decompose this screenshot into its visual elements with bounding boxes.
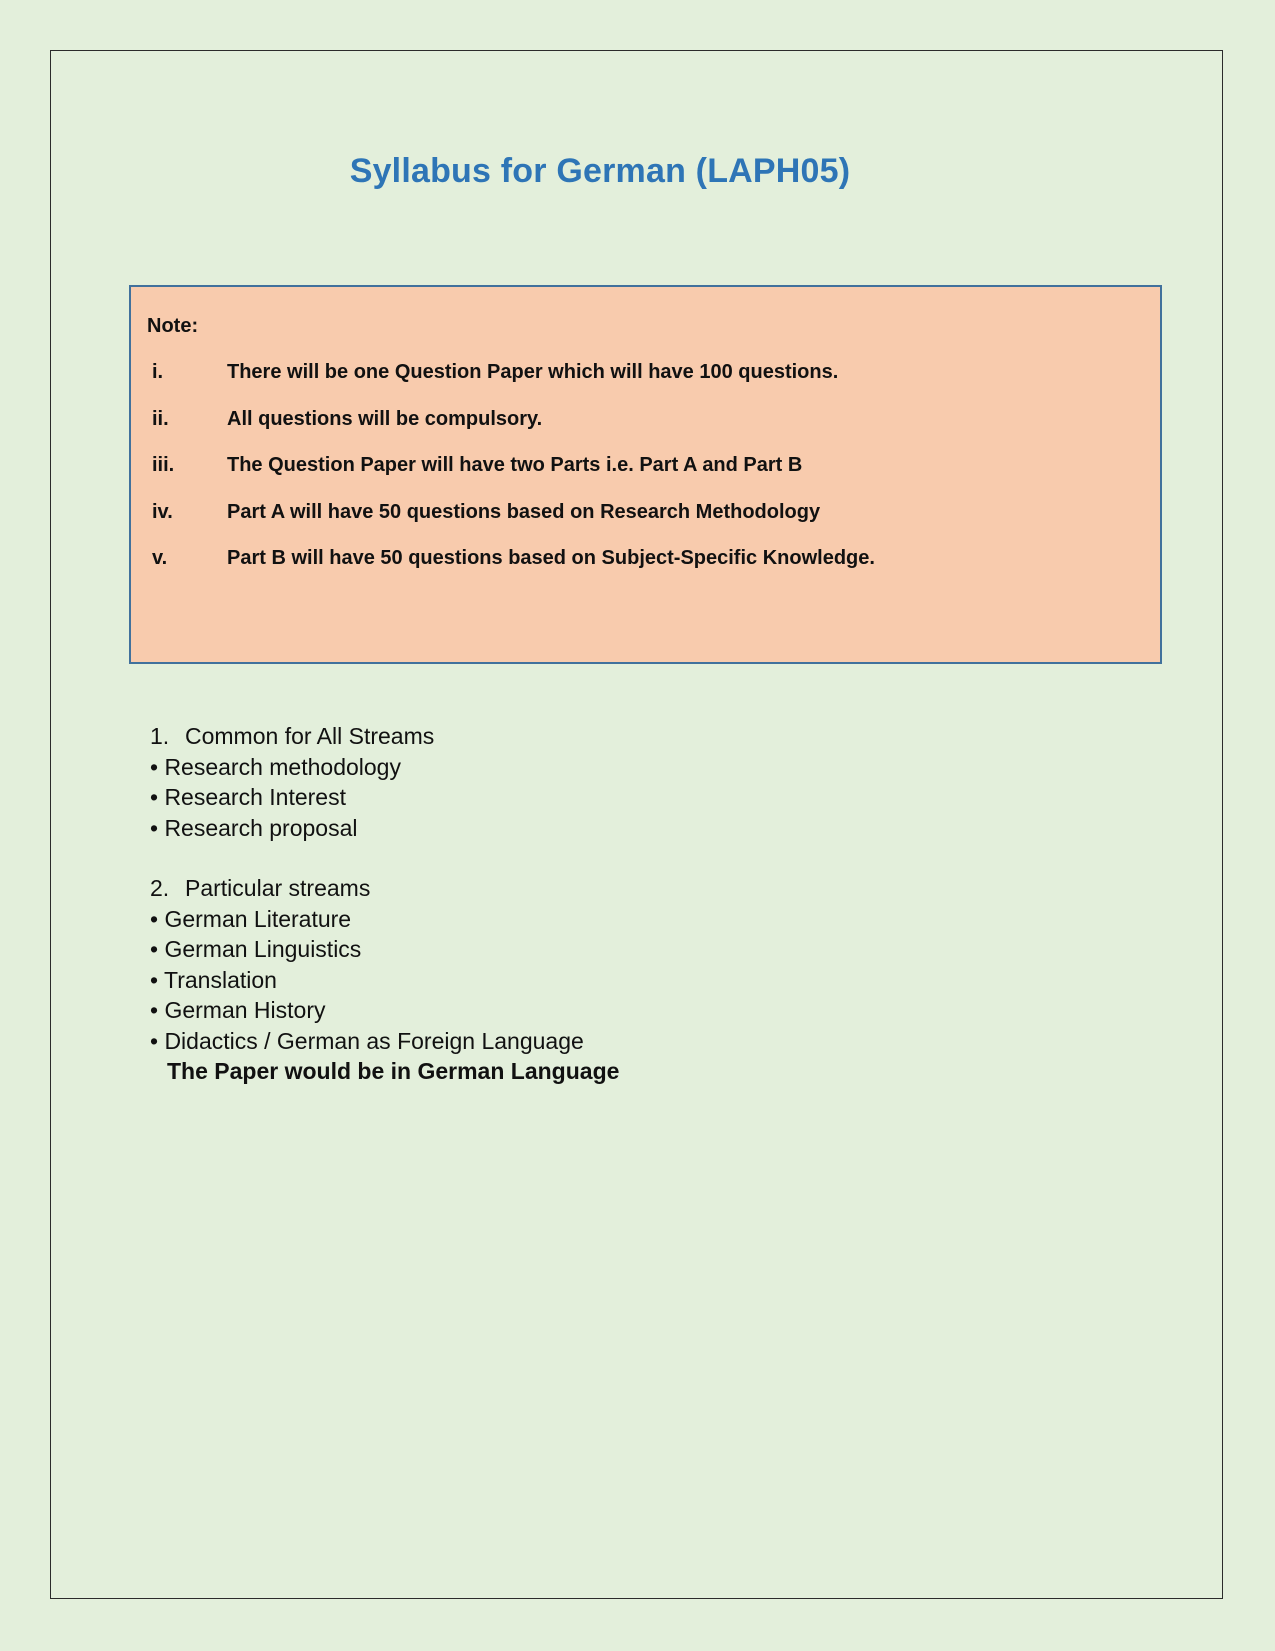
language-note: The Paper would be in German Language — [167, 1058, 620, 1084]
section-number: 1. — [150, 723, 170, 749]
section-title: Common for All Streams — [185, 723, 435, 749]
syllabus-content — [150, 721, 619, 1087]
list-item: • Research methodology — [150, 753, 401, 780]
note-item-number: iii. — [152, 454, 175, 476]
section-heading — [150, 721, 619, 752]
note-item-text: Part A will have 50 questions based on Research Methodology — [227, 500, 821, 523]
note-item-text: There will be one Question Paper which will have 100 questions. — [227, 361, 839, 383]
list-item: • German Literature — [150, 905, 352, 932]
note-heading: Note: — [147, 315, 199, 337]
list-item: • German History — [150, 997, 326, 1023]
note-item-number: iv. — [152, 500, 173, 523]
section-heading — [150, 873, 619, 904]
page-title: Syllabus for German (LAPH05) — [349, 152, 851, 190]
note-item-number: i. — [152, 361, 164, 383]
note-item-number: ii. — [152, 407, 169, 430]
list-item: • Research proposal — [150, 814, 358, 841]
note-item-text: All questions will be compulsory. — [227, 407, 543, 430]
section-title: Particular streams — [185, 875, 371, 901]
list-item: • Research Interest — [150, 784, 346, 810]
note-item-text: Part B will have 50 questions based on Subject-Specific Knowledge. — [227, 547, 875, 569]
note-box — [129, 285, 1162, 664]
note-item-number: v. — [152, 547, 168, 569]
section-common-streams — [150, 721, 619, 843]
list-item: • Didactics / German as Foreign Language — [150, 1027, 584, 1054]
note-item-text: The Question Paper will have two Parts i.e. Part A and Part B — [227, 454, 803, 476]
section-number: 2. — [150, 875, 170, 901]
section-particular-streams — [150, 873, 619, 1087]
list-item: • German Linguistics — [150, 936, 362, 962]
list-item: • Translation — [150, 966, 277, 993]
